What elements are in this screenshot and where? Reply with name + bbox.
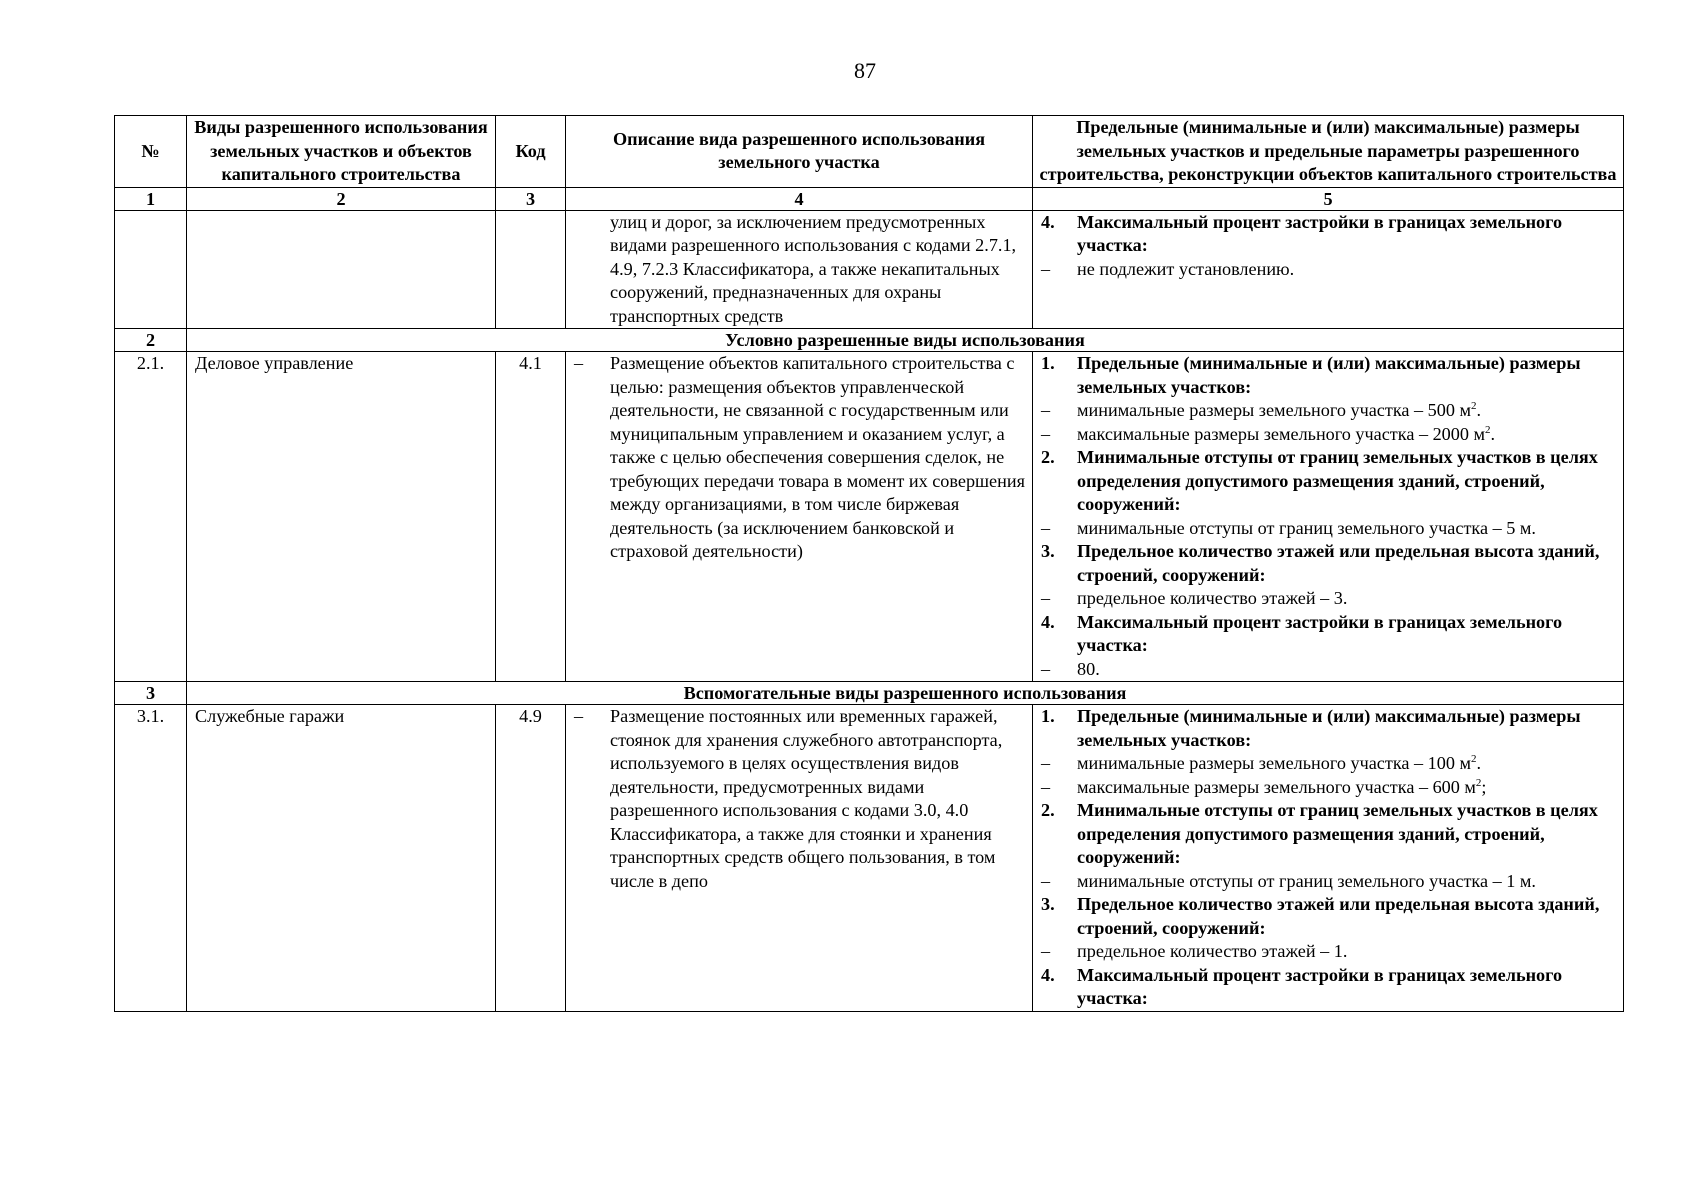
param-text-body: Минимальные отступы от границ земельных участков в целях определения допустимого размещения зданий, строений, сооружений: (1077, 800, 1598, 867)
param-text-body: минимальные отступы от границ земельного участка – 1 м. (1077, 870, 1536, 891)
superscript: 2 (1470, 399, 1477, 412)
row-kind: Деловое управление (187, 352, 496, 682)
param-text (1077, 352, 1619, 399)
param-text-body: предельное количество этажей – 1. (1077, 941, 1348, 961)
param-item (1041, 399, 1619, 423)
param-text (1077, 258, 1619, 282)
params-cell (1033, 210, 1624, 329)
param-heading (1041, 611, 1619, 658)
section-row (115, 329, 1624, 352)
row-code: 4.9 (496, 705, 566, 1012)
column-number: 5 (1033, 187, 1624, 210)
superscript: 2 (1485, 423, 1491, 436)
param-item (1041, 258, 1619, 282)
section-number: 2 (115, 329, 187, 352)
param-text-body: максимальные размеры земельного участка – 600 м (1077, 776, 1476, 797)
param-text (1077, 964, 1619, 1011)
param-text (1077, 611, 1619, 658)
param-text (1077, 940, 1619, 964)
param-text-body: минимальные отступы от границ земельного участка – 5 м. (1077, 517, 1536, 538)
param-item (1041, 940, 1619, 964)
param-marker: 4. (1041, 964, 1055, 985)
param-text-body: Предельное количество этажей или предельная высота зданий, строений, сооружений: (1077, 541, 1600, 585)
params-cell (1033, 352, 1624, 682)
param-heading (1041, 705, 1619, 752)
param-marker: – (1041, 400, 1051, 420)
param-text-body: Предельное количество этажей или предельная высота зданий, строений, сооружений: (1077, 894, 1600, 938)
param-text (1077, 587, 1619, 611)
param-text (1077, 705, 1619, 752)
param-text-body: Максимальный процент застройки в границах земельного участка: (1077, 611, 1563, 655)
param-item (1041, 423, 1619, 447)
param-marker: – (1041, 517, 1051, 538)
param-text (1077, 776, 1619, 800)
param-marker: 3. (1041, 541, 1055, 561)
punctuation: . (1476, 400, 1482, 420)
param-text-body: Максимальный процент застройки в границах земельного участка: (1077, 964, 1563, 1008)
param-text-body: максимальные размеры земельного участка – 2000 м (1077, 423, 1486, 444)
param-heading (1041, 964, 1619, 1011)
column-number: 3 (496, 187, 566, 210)
param-text (1077, 752, 1619, 776)
land-use-table (114, 115, 1624, 1012)
params-cell (1033, 705, 1624, 1012)
section-title: Условно разрешенные виды использования (187, 329, 1624, 352)
param-text-body: предельное количество этажей – 3. (1077, 588, 1348, 608)
params-list (1033, 211, 1623, 282)
header-kind: Виды разрешенного использования земельных участков и объектов капитального строительства (187, 116, 496, 188)
superscript: 2 (1470, 752, 1477, 765)
header-code: Код (496, 116, 566, 188)
column-number: 1 (115, 187, 187, 210)
param-marker: – (1041, 588, 1051, 608)
section-row (115, 682, 1624, 705)
row-number: 2.1. (115, 352, 187, 682)
row-code: 4.1 (496, 352, 566, 682)
param-heading (1041, 211, 1619, 258)
section-title: Вспомогательные виды разрешенного использования (187, 682, 1624, 705)
page-number: 87 (854, 58, 876, 83)
param-item (1041, 587, 1619, 611)
param-heading (1041, 540, 1619, 587)
description-cell (566, 352, 1033, 682)
param-text (1077, 211, 1619, 258)
param-text (1077, 517, 1619, 541)
params-list (1033, 352, 1623, 681)
param-heading (1041, 352, 1619, 399)
param-marker: 1. (1041, 353, 1055, 373)
param-text-body: Предельные (минимальные и (или) максимальные) размеры земельных участков: (1077, 706, 1581, 750)
param-item (1041, 752, 1619, 776)
table-row-continuation (115, 210, 1624, 329)
param-heading (1041, 446, 1619, 517)
param-marker: – (1041, 658, 1051, 679)
row-kind: Служебные гаражи (187, 705, 496, 1012)
punctuation: . (1476, 753, 1482, 773)
param-marker: – (1041, 870, 1051, 891)
table-header-row (115, 116, 1624, 188)
param-marker: – (1041, 423, 1051, 444)
description-text: Размещение постоянных или временных гаражей, стоянок для хранения служебного автотранспорта, используемого в целях осуществления видов деятельности, предусмотренных видами разрешенного использования с кодами 3.0, 4.0 Классификатора, а также для стоянки и хранения транспортных средств общего пользования, в том числе в депо (610, 706, 1003, 891)
column-number: 2 (187, 187, 496, 210)
code-cell (496, 210, 566, 329)
table-row (115, 705, 1624, 1012)
param-marker: – (1041, 753, 1051, 773)
description-cell (566, 705, 1033, 1012)
param-heading (1041, 799, 1619, 870)
punctuation: ; (1481, 776, 1487, 797)
params-list (1033, 705, 1623, 1011)
param-marker: – (1041, 776, 1051, 797)
param-marker: 2. (1041, 800, 1055, 820)
header-num: № (115, 116, 187, 188)
param-text (1077, 399, 1619, 423)
param-heading (1041, 893, 1619, 940)
param-marker: 1. (1041, 706, 1055, 726)
param-item (1041, 658, 1619, 682)
section-number: 3 (115, 682, 187, 705)
num-cell (115, 210, 187, 329)
param-text-body: минимальные размеры земельного участка – 500 м (1077, 400, 1471, 420)
param-text (1077, 870, 1619, 894)
param-marker: 4. (1041, 611, 1055, 632)
param-marker: 2. (1041, 447, 1055, 467)
param-text (1077, 446, 1619, 517)
param-text (1077, 658, 1619, 682)
header-params: Предельные (минимальные и (или) максимальные) размеры земельных участков и предельные параметры разрешенного строительства, реконструкции объектов капитального строительства (1033, 116, 1624, 188)
param-marker: – (1041, 258, 1051, 279)
description-cell (566, 210, 1033, 329)
kind-cell (187, 210, 496, 329)
param-text-body: не подлежит установлению. (1077, 258, 1295, 279)
header-description: Описание вида разрешенного использования земельного участка (566, 116, 1033, 188)
param-marker: 4. (1041, 211, 1055, 232)
param-text-body: 80. (1077, 658, 1100, 679)
param-text (1077, 893, 1619, 940)
param-text-body: Минимальные отступы от границ земельных участков в целях определения допустимого размещения зданий, строений, сооружений: (1077, 447, 1598, 514)
param-marker: – (1041, 941, 1051, 961)
param-item (1041, 776, 1619, 800)
column-number: 4 (566, 187, 1033, 210)
description-text: Размещение объектов капитального строительства с целью: размещения объектов управленческой деятельности, не связанной с государственным или муниципальным управлением и оказанием услуг, а также с целью обеспечения совершения сделок, не требующих передачи товара в момент их совершения между организациями, в том числе биржевая деятельность (за исключением банковской и страховой деятельности) (610, 353, 1025, 561)
dash-marker: – (574, 706, 584, 726)
param-item (1041, 870, 1619, 894)
param-text-body: Предельные (минимальные и (или) максимальные) размеры земельных участков: (1077, 353, 1581, 397)
param-text (1077, 540, 1619, 587)
punctuation: . (1490, 423, 1496, 444)
column-number-row (115, 187, 1624, 210)
row-number: 3.1. (115, 705, 187, 1012)
param-text-body: Максимальный процент застройки в границах земельного участка: (1077, 211, 1563, 255)
superscript: 2 (1475, 776, 1482, 789)
description-text: улиц и дорог, за исключением предусмотренных видами разрешенного использования с кодами 2.7.1, 4.9, 7.2.3 Классификатора, а также некапитальных сооружений, предназначенных для охраны транспортных средств (610, 211, 1017, 326)
dash-marker: – (574, 353, 584, 373)
param-text-body: минимальные размеры земельного участка – 100 м (1077, 753, 1471, 773)
param-marker: 3. (1041, 894, 1055, 914)
param-item (1041, 517, 1619, 541)
table-row (115, 352, 1624, 682)
param-text (1077, 799, 1619, 870)
param-text (1077, 423, 1619, 447)
